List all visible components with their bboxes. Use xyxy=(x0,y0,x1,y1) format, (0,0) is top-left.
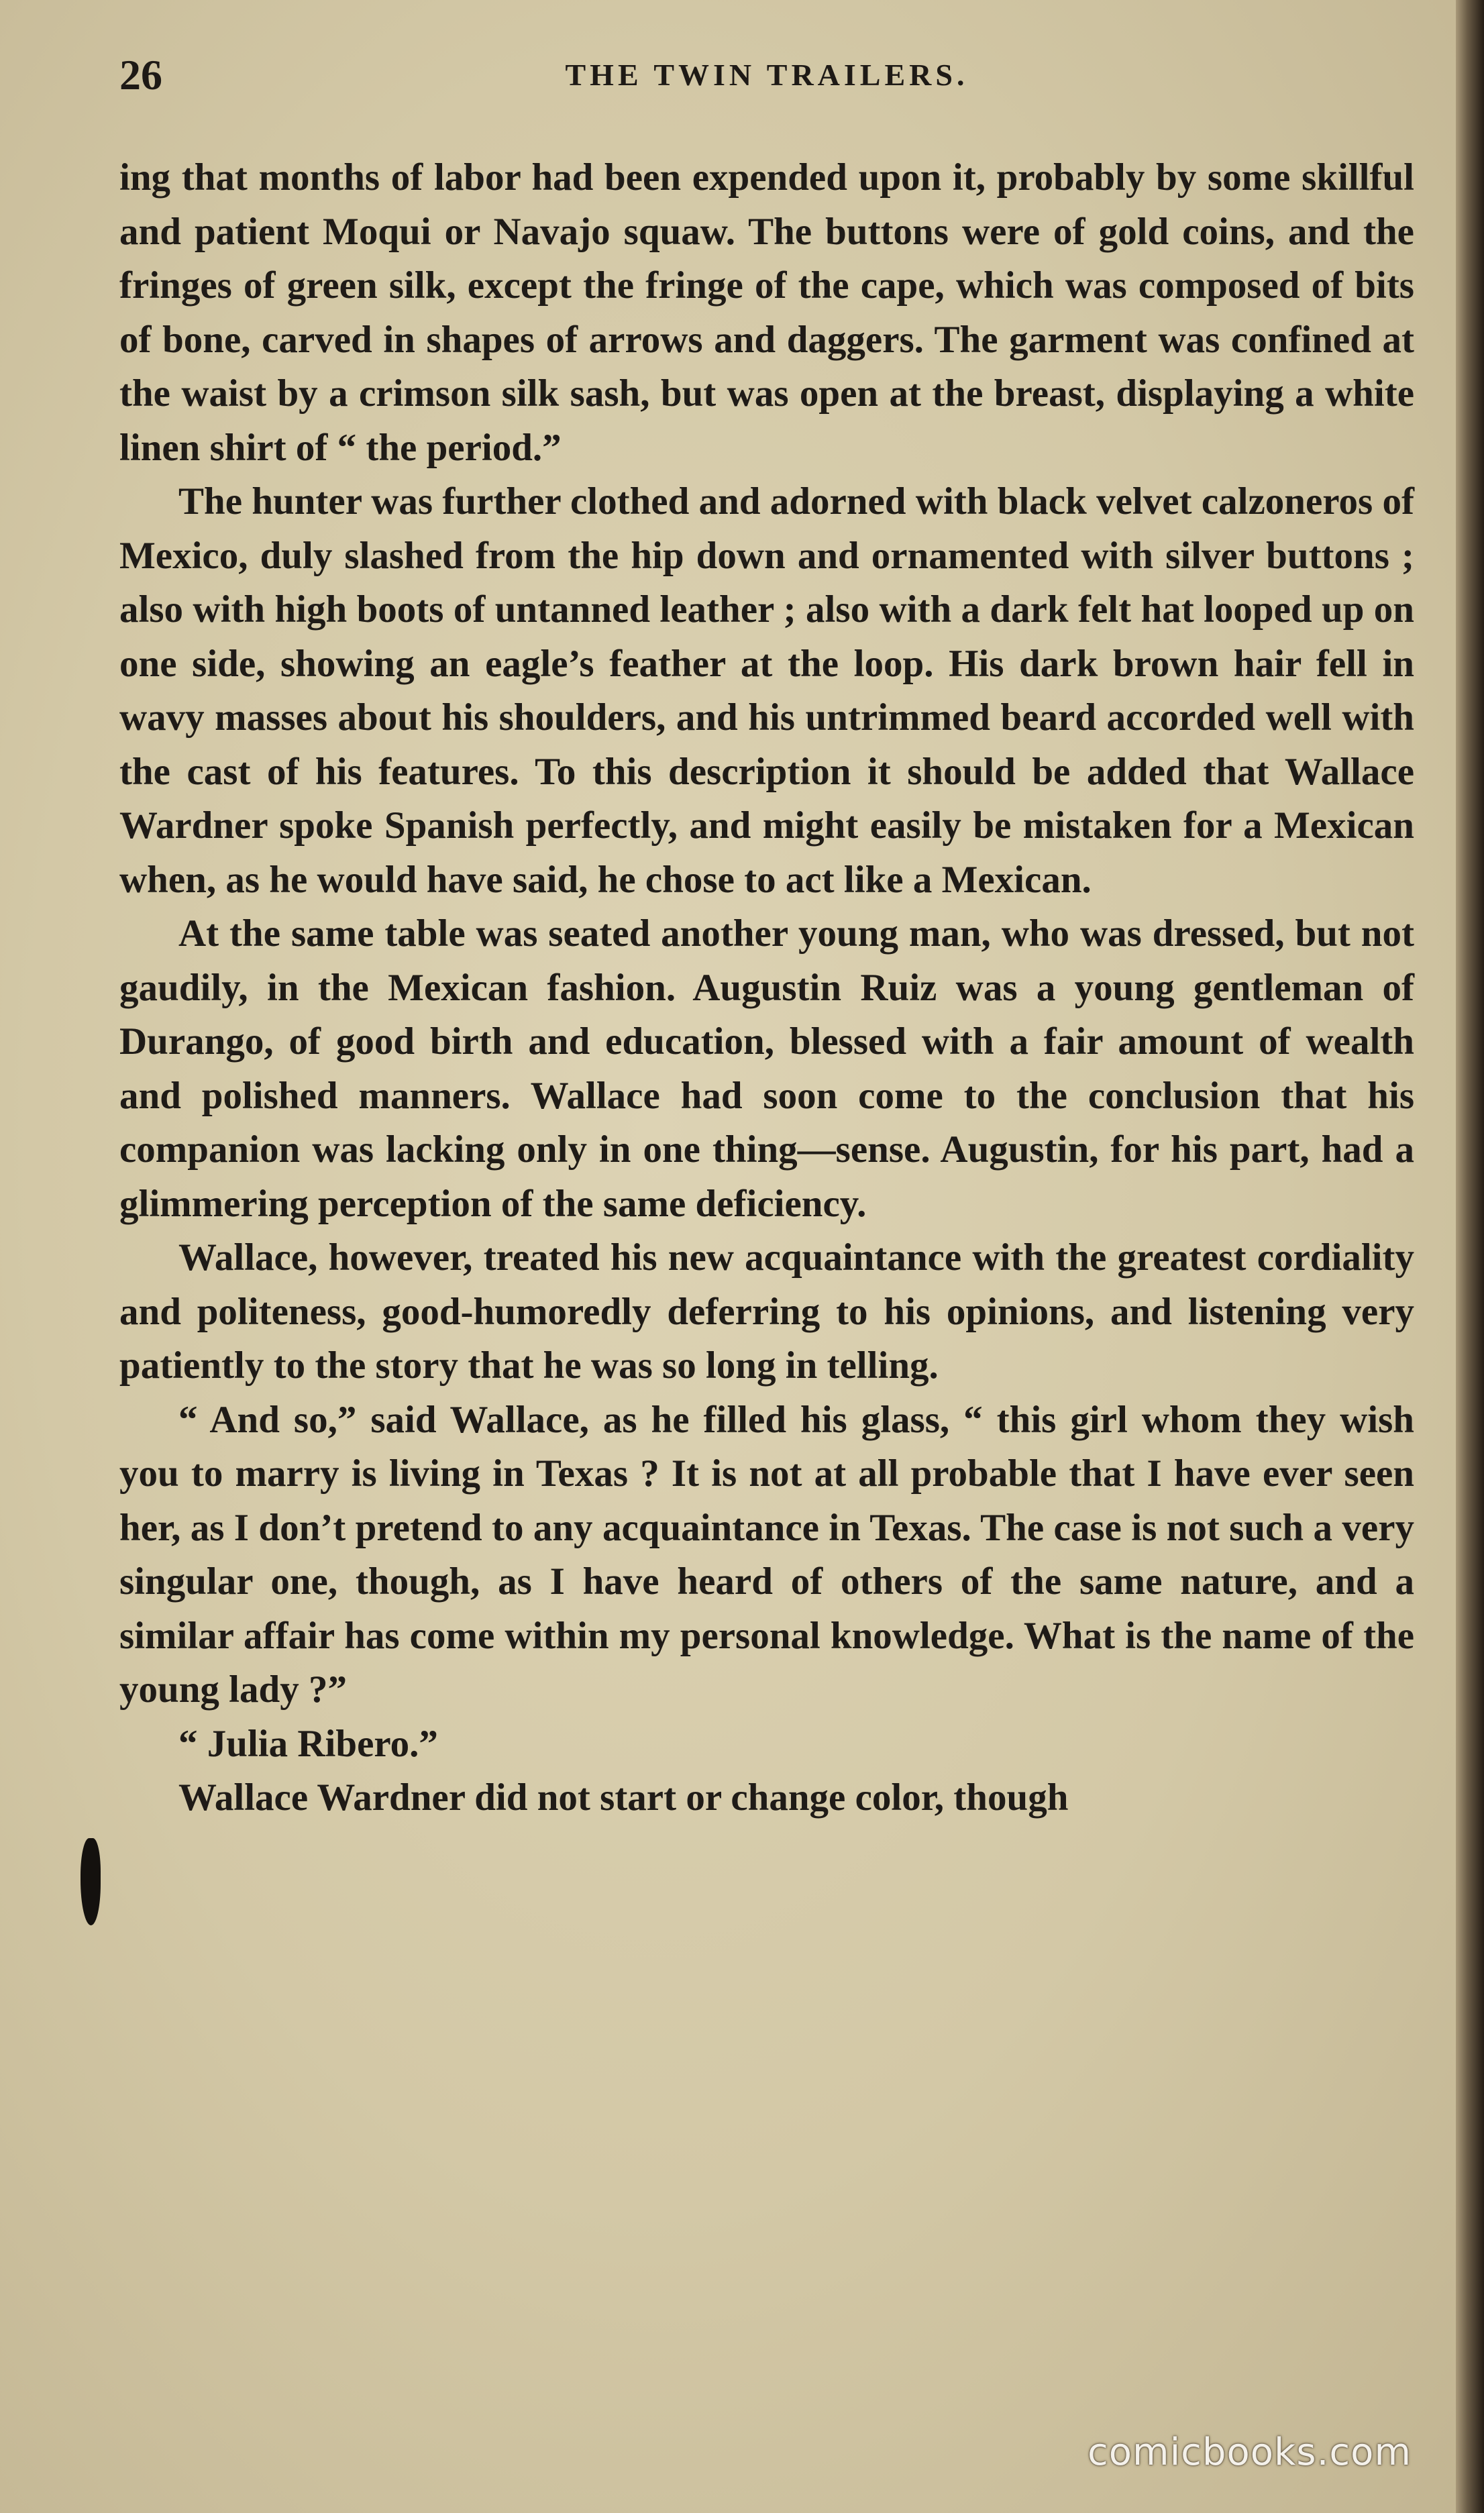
page-edge xyxy=(1456,0,1484,2513)
running-head: THE TWIN TRAILERS. xyxy=(565,58,969,92)
paragraph-7: Wallace Wardner did not start or change color, though xyxy=(178,1776,1069,1819)
paragraph-3: At the same table was seated another young man, who was dressed, but not gaudily, in the Mexican fashion. Augustin Ruiz was a young gentleman of Durango, of good birth and education, blessed with a fair amount of wealth and polished manners. Wallace had soon come to the conclusion that his companion was lacking only in one thing—sense. Augustin, for his part, had a glimmering perception of the same deficiency. xyxy=(119,912,1414,1225)
ink-mark xyxy=(81,1838,101,1925)
paragraph-1: ing that months of labor had been expended upon it, probably by some skillful and patient Moqui or Navajo squaw. The buttons were of gold coins, and the fringes of green silk, except the fringe of the cape, which was composed of bits of bone, carved in shapes of arrows and daggers. The garment was confined at the waist by a crimson silk sash, but was open at the breast, displaying a white linen shirt of “ the period.” xyxy=(119,156,1414,469)
paragraph-5: “ And so,” said Wallace, as he filled his glass, “ this girl whom they wish you to marry is living in Texas ? It is not at all probable that I have ever seen her, as I don’t pretend to any acquaintance in Texas. The case is not such a very singular one, though, as I have heard of others of the same nature, and a similar affair has come within my personal knowledge. What is the name of the young lady ?” xyxy=(119,1398,1414,1711)
page-number: 26 xyxy=(119,51,162,99)
paragraph-6: “ Julia Ribero.” xyxy=(178,1722,438,1765)
paragraph-4: Wallace, however, treated his new acquaintance with the greatest cordiality and politeness, good-humoredly deferring to his opinions, and listening very patiently to the story that he was so long in telling. xyxy=(119,1236,1414,1387)
page-header xyxy=(119,48,1414,102)
watermark: comicbooks.com xyxy=(1087,2430,1412,2474)
body-text xyxy=(119,151,1414,1825)
paragraph-2: The hunter was further clothed and adorned with black velvet calzoneros of Mexico, duly slashed from the hip down and ornamented with silver buttons ; also with high boots of untanned leather ; also with a dark felt hat looped up on one side, showing an eagle’s feather at the loop. His dark brown hair fell in wavy masses about his shoulders, and his untrimmed beard accorded well with the cast of his features. To this description it should be added that Wallace Wardner spoke Spanish perfectly, and might easily be mistaken for a Mexican when, as he would have said, he chose to act like a Mexican. xyxy=(119,480,1414,901)
